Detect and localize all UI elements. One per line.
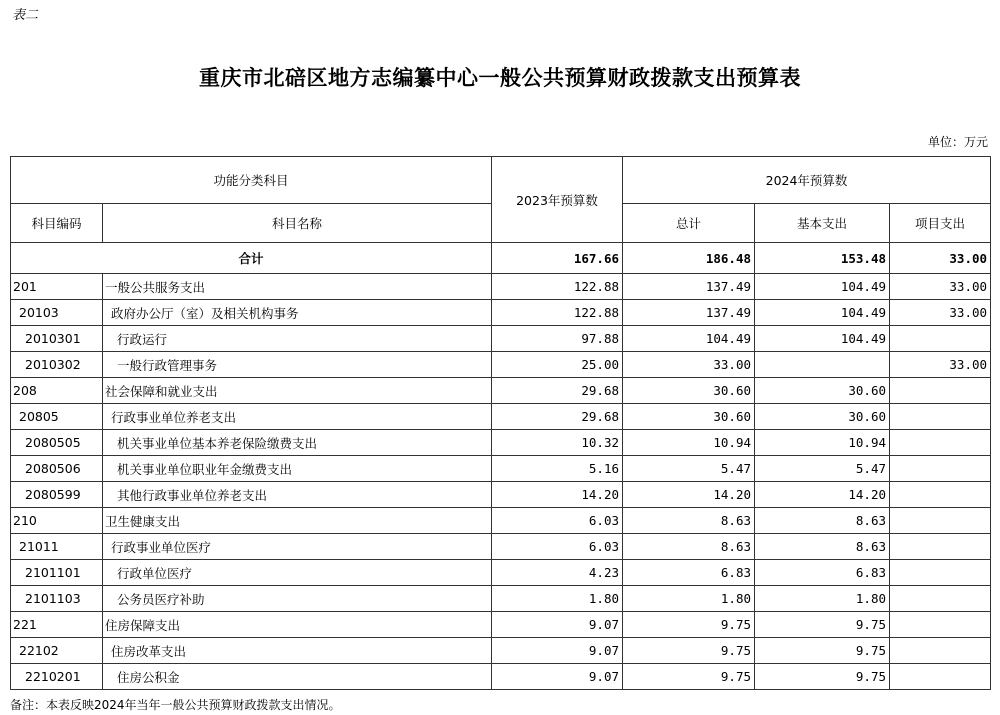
- row-code: 2080505: [11, 430, 103, 456]
- row-budget-2023: 4.23: [492, 560, 623, 586]
- row-budget-2024-basic: [755, 352, 890, 378]
- row-name: 机关事业单位职业年金缴费支出: [103, 456, 492, 482]
- row-budget-2024-total: 9.75: [623, 664, 755, 690]
- row-name: 政府办公厅（室）及相关机构事务: [103, 300, 492, 326]
- table-row: [11, 430, 991, 456]
- table-row: [11, 664, 991, 690]
- row-budget-2024-project: [890, 664, 991, 690]
- row-budget-2024-total: 8.63: [623, 508, 755, 534]
- row-budget-2023: 14.20: [492, 482, 623, 508]
- row-budget-2023: 29.68: [492, 378, 623, 404]
- table-row: [11, 534, 991, 560]
- header-total: 总计: [623, 204, 755, 243]
- row-name: 住房保障支出: [103, 612, 492, 638]
- row-budget-2024-basic: 6.83: [755, 560, 890, 586]
- table-row: [11, 274, 991, 300]
- row-budget-2024-project: 33.00: [890, 300, 991, 326]
- total-2024-basic: 153.48: [755, 243, 890, 274]
- row-budget-2023: 122.88: [492, 300, 623, 326]
- row-budget-2023: 6.03: [492, 534, 623, 560]
- row-budget-2024-total: 137.49: [623, 300, 755, 326]
- row-code: 2210201: [11, 664, 103, 690]
- row-code: 20805: [11, 404, 103, 430]
- total-2024-project: 33.00: [890, 243, 991, 274]
- row-budget-2024-project: [890, 430, 991, 456]
- row-code: 208: [11, 378, 103, 404]
- row-name: 一般公共服务支出: [103, 274, 492, 300]
- row-budget-2024-total: 9.75: [623, 638, 755, 664]
- row-name: 行政运行: [103, 326, 492, 352]
- document-label: 表二: [12, 8, 39, 23]
- row-name: 卫生健康支出: [103, 508, 492, 534]
- table-row: [11, 326, 991, 352]
- table-row: [11, 560, 991, 586]
- row-name: 一般行政管理事务: [103, 352, 492, 378]
- table-row: [11, 456, 991, 482]
- row-code: 2080506: [11, 456, 103, 482]
- row-name: 行政单位医疗: [103, 560, 492, 586]
- row-name: 住房改革支出: [103, 638, 492, 664]
- total-label: 合计: [11, 243, 492, 274]
- row-budget-2024-basic: 104.49: [755, 300, 890, 326]
- row-budget-2023: 5.16: [492, 456, 623, 482]
- row-budget-2024-basic: 9.75: [755, 612, 890, 638]
- row-code: 2010302: [11, 352, 103, 378]
- row-budget-2024-total: 104.49: [623, 326, 755, 352]
- row-budget-2024-basic: 8.63: [755, 534, 890, 560]
- row-budget-2024-basic: 104.49: [755, 274, 890, 300]
- row-code: 201: [11, 274, 103, 300]
- row-budget-2023: 122.88: [492, 274, 623, 300]
- table-row: [11, 352, 991, 378]
- table-row: [11, 300, 991, 326]
- row-budget-2024-basic: 30.60: [755, 378, 890, 404]
- table-row: [11, 638, 991, 664]
- row-budget-2024-total: 137.49: [623, 274, 755, 300]
- row-name: 社会保障和就业支出: [103, 378, 492, 404]
- header-func-category: 功能分类科目: [11, 157, 492, 204]
- row-budget-2023: 9.07: [492, 638, 623, 664]
- row-budget-2023: 9.07: [492, 664, 623, 690]
- row-code: 210: [11, 508, 103, 534]
- row-budget-2024-total: 8.63: [623, 534, 755, 560]
- header-budget-2024: 2024年预算数: [623, 157, 991, 204]
- row-budget-2024-total: 10.94: [623, 430, 755, 456]
- row-budget-2023: 1.80: [492, 586, 623, 612]
- row-code: 2010301: [11, 326, 103, 352]
- row-budget-2024-total: 14.20: [623, 482, 755, 508]
- row-budget-2024-total: 1.80: [623, 586, 755, 612]
- row-code: 20103: [11, 300, 103, 326]
- table-row: [11, 482, 991, 508]
- table-row: [11, 586, 991, 612]
- row-name: 公务员医疗补助: [103, 586, 492, 612]
- row-budget-2024-total: 6.83: [623, 560, 755, 586]
- row-budget-2024-project: [890, 326, 991, 352]
- row-budget-2024-project: [890, 586, 991, 612]
- header-project: 项目支出: [890, 204, 991, 243]
- footnote: 备注：本表反映2024年当年一般公共预算财政拨款支出情况。: [10, 698, 341, 712]
- row-budget-2024-project: [890, 534, 991, 560]
- row-code: 2080599: [11, 482, 103, 508]
- page-title: 重庆市北碚区地方志编纂中心一般公共预算财政拨款支出预算表: [199, 65, 801, 90]
- row-name: 其他行政事业单位养老支出: [103, 482, 492, 508]
- row-budget-2024-basic: 9.75: [755, 638, 890, 664]
- total-row: [11, 243, 991, 274]
- row-budget-2024-project: [890, 638, 991, 664]
- row-code: 2101101: [11, 560, 103, 586]
- row-code: 21011: [11, 534, 103, 560]
- header-budget-2023: 2023年预算数: [492, 157, 623, 243]
- row-budget-2024-project: [890, 612, 991, 638]
- total-2024-total: 186.48: [623, 243, 755, 274]
- row-budget-2024-total: 5.47: [623, 456, 755, 482]
- row-budget-2024-total: 30.60: [623, 404, 755, 430]
- row-code: 2101103: [11, 586, 103, 612]
- row-budget-2024-total: 33.00: [623, 352, 755, 378]
- row-budget-2024-project: [890, 456, 991, 482]
- row-budget-2024-basic: 1.80: [755, 586, 890, 612]
- row-budget-2024-basic: 30.60: [755, 404, 890, 430]
- header-row-top: [11, 157, 991, 204]
- header-basic: 基本支出: [755, 204, 890, 243]
- row-budget-2024-project: 33.00: [890, 352, 991, 378]
- row-budget-2024-total: 9.75: [623, 612, 755, 638]
- row-budget-2024-basic: 10.94: [755, 430, 890, 456]
- table-row: [11, 508, 991, 534]
- row-name: 行政事业单位医疗: [103, 534, 492, 560]
- table-row: [11, 378, 991, 404]
- row-budget-2024-basic: 5.47: [755, 456, 890, 482]
- row-budget-2024-project: [890, 482, 991, 508]
- row-code: 22102: [11, 638, 103, 664]
- row-budget-2023: 9.07: [492, 612, 623, 638]
- row-budget-2024-project: [890, 378, 991, 404]
- row-budget-2024-basic: 14.20: [755, 482, 890, 508]
- row-budget-2024-basic: 8.63: [755, 508, 890, 534]
- row-budget-2024-project: 33.00: [890, 274, 991, 300]
- row-name: 住房公积金: [103, 664, 492, 690]
- row-budget-2024-total: 30.60: [623, 378, 755, 404]
- row-budget-2023: 97.88: [492, 326, 623, 352]
- row-name: 机关事业单位基本养老保险缴费支出: [103, 430, 492, 456]
- row-budget-2024-project: [890, 404, 991, 430]
- table-row: [11, 612, 991, 638]
- row-budget-2024-basic: 9.75: [755, 664, 890, 690]
- row-budget-2024-project: [890, 508, 991, 534]
- table-row: [11, 404, 991, 430]
- header-name: 科目名称: [103, 204, 492, 243]
- row-code: 221: [11, 612, 103, 638]
- row-name: 行政事业单位养老支出: [103, 404, 492, 430]
- row-budget-2023: 29.68: [492, 404, 623, 430]
- row-budget-2024-basic: 104.49: [755, 326, 890, 352]
- table-body: [11, 157, 991, 690]
- total-2023: 167.66: [492, 243, 623, 274]
- row-budget-2023: 6.03: [492, 508, 623, 534]
- budget-table: [10, 156, 991, 690]
- row-budget-2023: 25.00: [492, 352, 623, 378]
- header-code: 科目编码: [11, 204, 103, 243]
- row-budget-2024-project: [890, 560, 991, 586]
- unit-label: 单位：万元: [927, 135, 988, 149]
- row-budget-2023: 10.32: [492, 430, 623, 456]
